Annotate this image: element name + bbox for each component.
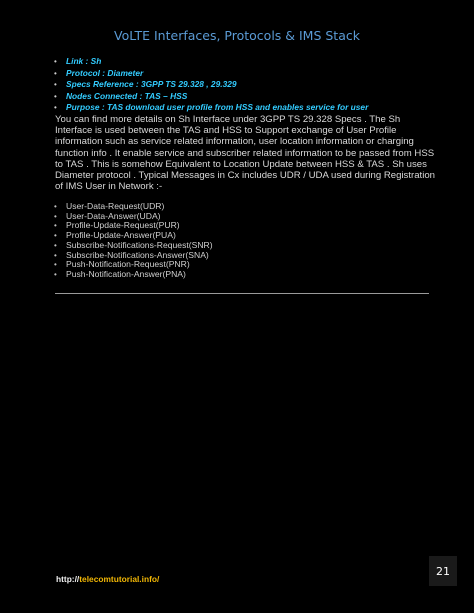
list-item: • User-Data-Answer(UDA) <box>54 212 414 222</box>
list-item: • Push-Notification-Request(PNR) <box>54 260 414 270</box>
summary-item-nodes: • Nodes Connected : TAS – HSS <box>54 91 454 103</box>
summary-item-link: • Link : Sh <box>54 56 454 68</box>
message-list <box>54 202 414 280</box>
list-item: • Profile-Update-Answer(PUA) <box>54 231 414 241</box>
page-header-title: VoLTE Interfaces, Protocols & IMS Stack <box>114 28 360 43</box>
footer-link-prefix[interactable]: http:// <box>56 574 80 584</box>
horizontal-divider <box>55 293 429 294</box>
page-number: 21 <box>429 556 457 586</box>
list-item: • Push-Notification-Answer(PNA) <box>54 270 414 280</box>
list-item: • Subscribe-Notifications-Answer(SNA) <box>54 251 414 261</box>
body-paragraph: You can find more details on Sh Interface under 3GPP TS 29.328 Specs . The Sh Interface is used between the TAS and HSS to Support exchange of User Profile information such as service related information, user location information or charging function info . It enable service and subscriber related information to be passed from HSS to TAS . This is somehow Equivalent to Location Update between HSS & TAS . Sh uses Diameter protocol . Typical Messages in Cx includes UDR / UDA used during Registration of IMS User in Network :- <box>55 114 436 193</box>
summary-item-purpose: • Purpose : TAS download user profile from HSS and enables service for user <box>54 102 454 114</box>
summary-item-specs: • Specs Reference : 3GPP TS 29.328 , 29.329 <box>54 79 454 91</box>
list-item: • Profile-Update-Request(PUR) <box>54 221 414 231</box>
footer-link[interactable] <box>56 574 159 584</box>
footer-link-url[interactable]: telecomtutorial.info/ <box>79 574 160 584</box>
list-item: • User-Data-Request(UDR) <box>54 202 414 212</box>
summary-item-protocol: • Protocol : Diameter <box>54 68 454 80</box>
summary-list <box>54 56 454 114</box>
list-item: • Subscribe-Notifications-Request(SNR) <box>54 241 414 251</box>
